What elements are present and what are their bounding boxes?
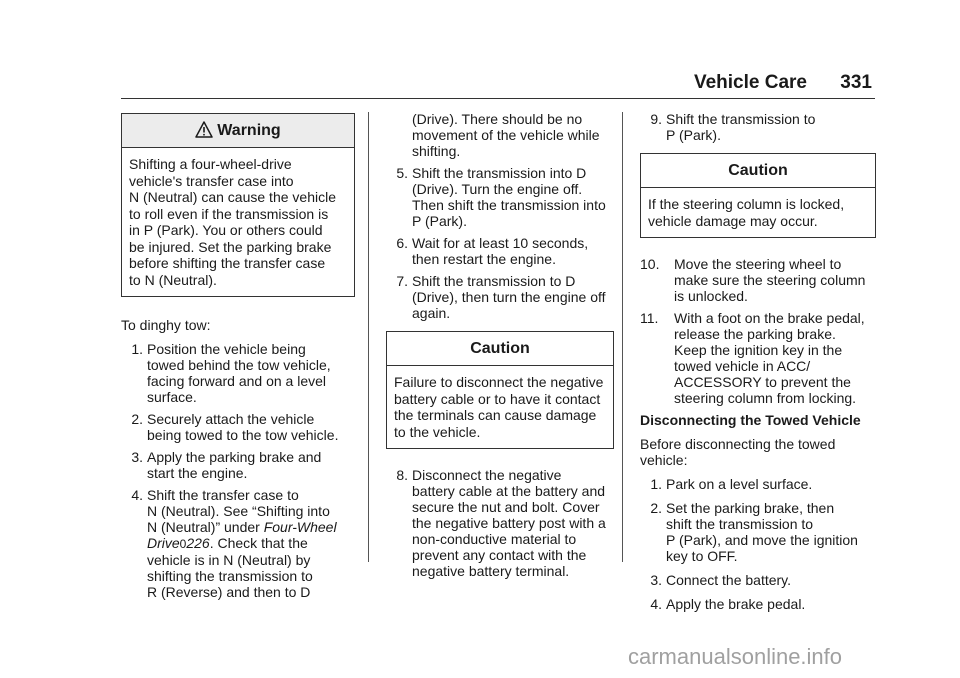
warning-line: N (Neutral) can cause the vehicle bbox=[129, 189, 336, 205]
step-number: 11. bbox=[640, 310, 659, 326]
step-line: movement of the vehicle while bbox=[412, 127, 600, 143]
step-line: towed vehicle in ACC/ bbox=[674, 358, 811, 374]
list-item bbox=[386, 467, 614, 579]
caution-title: Caution bbox=[387, 332, 613, 366]
warning-header bbox=[122, 114, 354, 148]
dinghy-steps-continued-3 bbox=[640, 111, 876, 143]
intro-line: vehicle: bbox=[640, 452, 688, 468]
section-subheading: Disconnecting the Towed Vehicle bbox=[640, 412, 861, 428]
step-line: vehicle is in N (Neutral) by bbox=[147, 552, 311, 568]
column-3 bbox=[640, 111, 876, 620]
step-line: P (Park), and move the ignition bbox=[666, 532, 858, 548]
caution-line: If the steering column is locked, bbox=[648, 196, 845, 212]
step-number: 2. bbox=[650, 500, 662, 516]
list-item bbox=[640, 476, 876, 492]
page-ref-link[interactable]: 226 bbox=[186, 535, 210, 551]
column-2 bbox=[386, 111, 614, 585]
step-line: key to OFF. bbox=[666, 548, 738, 564]
page-number: 331 bbox=[840, 72, 872, 93]
step-line: surface. bbox=[147, 389, 197, 405]
warning-line: before shifting the transfer case bbox=[129, 255, 326, 271]
caution-line: the terminals can cause damage bbox=[394, 407, 597, 423]
step-line: Shift the transfer case to bbox=[147, 487, 299, 503]
step-line: Apply the parking brake and bbox=[147, 449, 322, 465]
step-line: Securely attach the vehicle bbox=[147, 411, 315, 427]
step-line: Shift the transmission to bbox=[666, 111, 816, 127]
warning-line: to N (Neutral). bbox=[129, 271, 217, 288]
step-line: secure the nut and bolt. Cover bbox=[412, 499, 600, 515]
page-header bbox=[0, 72, 872, 94]
step-line: Disconnect the negative bbox=[412, 467, 562, 483]
step-number: 3. bbox=[131, 449, 143, 465]
step-line: P (Park). bbox=[412, 213, 467, 229]
list-item bbox=[640, 111, 876, 143]
step-number: 6. bbox=[396, 235, 408, 251]
step-line: Shift the transmission into D bbox=[412, 165, 587, 181]
step-number: 1. bbox=[650, 476, 662, 492]
list-item bbox=[121, 487, 355, 600]
step-line: non-conductive material to bbox=[412, 531, 577, 547]
list-item bbox=[640, 596, 876, 612]
dinghy-steps-continued bbox=[386, 165, 614, 321]
step-line: Keep the ignition key in the bbox=[674, 342, 843, 358]
warning-title: Warning bbox=[217, 122, 281, 139]
list-item bbox=[640, 572, 876, 588]
step-line: Park on a level surface. bbox=[666, 476, 813, 492]
warning-box bbox=[121, 113, 355, 297]
step-number: 4. bbox=[131, 487, 143, 503]
four-wheel-drive-link[interactable]: Four-Wheel bbox=[263, 519, 337, 535]
step-line: Apply the brake pedal. bbox=[666, 596, 806, 612]
step-line: Then shift the transmission into bbox=[412, 197, 606, 213]
caution-line: Failure to disconnect the negative bbox=[394, 374, 604, 390]
list-item bbox=[386, 273, 614, 321]
step-line: Move the steering wheel to bbox=[674, 256, 842, 272]
step-line: ACCESSORY to prevent the bbox=[674, 374, 851, 390]
step-line: Connect the battery. bbox=[666, 572, 792, 588]
step-line: release the parking brake. bbox=[674, 326, 836, 342]
page-ref-icon: 0 bbox=[179, 537, 187, 551]
caution-box bbox=[386, 331, 614, 449]
step-number: 4. bbox=[650, 596, 662, 612]
step-line: being towed to the tow vehicle. bbox=[147, 427, 339, 443]
step-number: 10. bbox=[640, 256, 660, 272]
step-line: again. bbox=[412, 305, 451, 321]
watermark: carmanualsonline.info bbox=[628, 644, 843, 669]
step-line: negative battery terminal. bbox=[412, 563, 570, 579]
step-line: P (Park). bbox=[666, 127, 721, 143]
list-item bbox=[386, 165, 614, 229]
column-1 bbox=[121, 113, 355, 606]
step-continuation bbox=[386, 111, 614, 159]
step-line: N (Neutral). See “Shifting into bbox=[147, 503, 330, 519]
warning-line: to roll even if the transmission is bbox=[129, 205, 329, 222]
dinghy-intro: To dinghy tow: bbox=[121, 317, 211, 333]
step-line: shift the transmission to bbox=[666, 516, 814, 532]
caution-body bbox=[641, 188, 875, 237]
step-number: 7. bbox=[396, 273, 408, 289]
intro-line: Before disconnecting the towed bbox=[640, 436, 836, 452]
warning-line: Shifting a four-wheel-drive bbox=[129, 156, 292, 172]
caution-line: vehicle damage may occur. bbox=[648, 212, 818, 229]
warning-line: be injured. Set the parking brake bbox=[129, 238, 332, 255]
step-line: (Drive), then turn the engine off bbox=[412, 289, 606, 305]
list-item bbox=[121, 411, 355, 443]
step-line: battery cable at the battery and bbox=[412, 483, 606, 499]
step-line: (Drive). There should be no bbox=[412, 111, 583, 127]
caution-line: battery cable or to have it contact bbox=[394, 390, 601, 407]
list-item bbox=[640, 256, 876, 304]
column-divider-1 bbox=[368, 112, 369, 562]
caution-box bbox=[640, 153, 876, 238]
step-line bbox=[147, 519, 355, 535]
step-line: make sure the steering column bbox=[674, 272, 866, 288]
dinghy-steps-continued-2 bbox=[386, 467, 614, 579]
warning-body bbox=[122, 148, 354, 296]
step-number: 5. bbox=[396, 165, 408, 181]
step-line: Shift the transmission to D bbox=[412, 273, 576, 289]
step-line: then restart the engine. bbox=[412, 251, 556, 267]
step-number: 1. bbox=[131, 341, 143, 357]
step-line: start the engine. bbox=[147, 465, 248, 481]
list-item bbox=[386, 235, 614, 267]
warning-triangle-icon bbox=[195, 121, 213, 138]
step-line: Wait for at least 10 seconds, bbox=[412, 235, 589, 251]
step-line: Set the parking brake, then bbox=[666, 500, 835, 516]
drive-link[interactable]: Drive bbox=[147, 535, 180, 551]
step-line: (Drive). Turn the engine off. bbox=[412, 181, 583, 197]
step-line: facing forward and on a level bbox=[147, 373, 326, 389]
step-line: prevent any contact with the bbox=[412, 547, 587, 563]
step-number: 8. bbox=[396, 467, 408, 483]
step-line: R (Reverse) and then to D bbox=[147, 584, 311, 600]
disconnect-steps bbox=[640, 476, 876, 612]
section-title: Vehicle Care bbox=[693, 72, 808, 93]
step-text: . Check that the bbox=[209, 535, 308, 551]
step-text: N (Neutral)” under bbox=[147, 519, 264, 535]
step-line: is unlocked. bbox=[674, 288, 748, 304]
step-line: shifting. bbox=[412, 143, 461, 159]
step-line: steering column from locking. bbox=[674, 390, 857, 406]
header-rule bbox=[121, 98, 875, 99]
list-item bbox=[121, 341, 355, 405]
disconnect-intro bbox=[640, 436, 876, 468]
list-item bbox=[121, 449, 355, 481]
column-divider-2 bbox=[622, 112, 623, 562]
step-line: towed behind the tow vehicle, bbox=[147, 357, 331, 373]
list-item bbox=[640, 310, 876, 406]
step-number: 2. bbox=[131, 411, 143, 427]
step-line: shifting the transmission to bbox=[147, 568, 313, 584]
step-line: With a foot on the brake pedal, bbox=[674, 310, 865, 326]
step-line: the negative battery post with a bbox=[412, 515, 606, 531]
step-line: Position the vehicle being bbox=[147, 341, 306, 357]
step-number: 3. bbox=[650, 572, 662, 588]
dinghy-steps-continued-4 bbox=[640, 256, 876, 406]
step-number: 9. bbox=[650, 111, 662, 127]
caution-title: Caution bbox=[641, 154, 875, 188]
list-item bbox=[640, 500, 876, 564]
step-line bbox=[147, 535, 355, 552]
warning-line: in P (Park). You or others could bbox=[129, 222, 323, 238]
caution-body bbox=[387, 366, 613, 448]
warning-line: vehicle's transfer case into bbox=[129, 172, 294, 189]
dinghy-steps bbox=[121, 341, 355, 600]
caution-line: to the vehicle. bbox=[394, 423, 481, 440]
